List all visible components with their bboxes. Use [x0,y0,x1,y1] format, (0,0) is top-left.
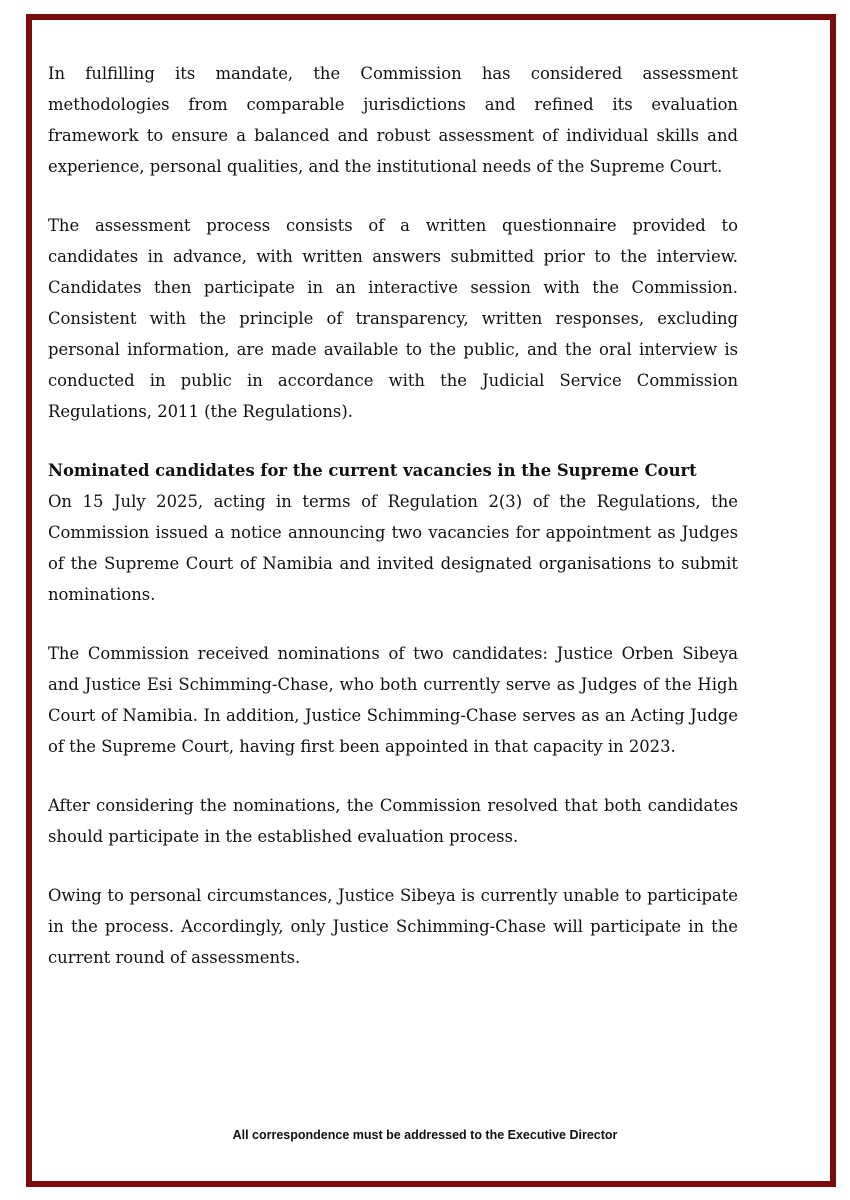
paragraph-resolution: After considering the nominations, the Commission resolved that both candidates should participate in the established evaluation process. [48,796,738,846]
paragraph-assessment-process: The assessment process consists of a written questionnaire provided to candidates in advance, with written answers submitted prior to the interview. Candidates then participate in an interactive session with the Commission. Consistent with the principle of transparency, written responses, excluding personal information, are made available to the public, and the oral interview is conducted in public in accordance with the Judicial Service Commission Regulations, 2011 (the Regulations). [48,216,738,421]
paragraph-vacancy-notice: On 15 July 2025, acting in terms of Regulation 2(3) of the Regulations, the Commission issued a notice announcing two vacancies for appointment as Judges of the Supreme Court of Namibia and invited designated organisations to submit nominations. [48,492,738,604]
paragraph-mandate: In fulfilling its mandate, the Commission has considered assessment methodologies from comparable jurisdictions and refined its evaluation framework to ensure a balanced and robust assessment of individual skills and experience, personal qualities, and the institutional needs of the Supreme Court. [48,64,738,176]
document-body [48,58,738,1001]
paragraph-nominations: The Commission received nominations of two candidates: Justice Orben Sibeya and Justice Esi Schimming-Chase, who both currently serve as Judges of the High Court of Namibia. In addition, Justice Schimming-Chase serves as an Acting Judge of the Supreme Court, having first been appointed in that capacity in 2023. [48,644,738,756]
paragraph-participation: Owing to personal circumstances, Justice Sibeya is currently unable to participate in the process. Accordingly, only Justice Schimming-Chase will participate in the current round of assessments. [48,886,738,967]
section-heading: Nominated candidates for the current vacancies in the Supreme Court [48,461,697,480]
footer-note: All correspondence must be addressed to the Executive Director [232,1128,618,1142]
